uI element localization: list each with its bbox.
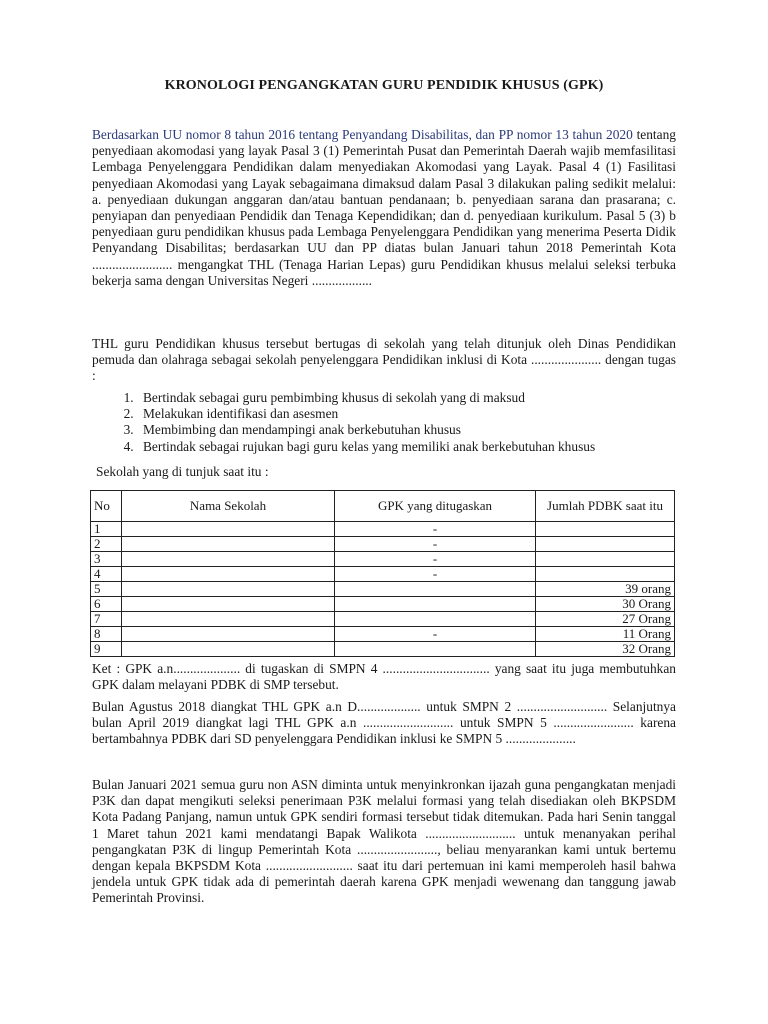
header-gpk: GPK yang ditugaskan xyxy=(335,491,536,522)
cell-pdbk xyxy=(536,567,675,582)
list-item: 4. Bertindak sebagai rujukan bagi guru kelas yang memiliki anak berkebutuhan khusus xyxy=(137,439,677,455)
cell-pdbk xyxy=(536,552,675,567)
paragraph-appointments: Bulan Agustus 2018 diangkat THL GPK a.n D................... untuk SMPN 2 ........................... Selanjutnya bulan April 2019 diangkat lagi THL GPK a.n ........................... untuk SMPN 5 ........................ karena bertambahnya PDBK dari SD penyelenggara Pendidikan inklusi ke SMPN 5 ..................... xyxy=(92,699,676,747)
cell-school xyxy=(122,597,335,612)
list-item: 1. Bertindak sebagai guru pembimbing khusus di sekolah yang di maksud xyxy=(137,390,677,406)
cell-no: 9 xyxy=(91,642,122,657)
paragraph-p3k: Bulan Januari 2021 semua guru non ASN diminta untuk menyinkronkan ijazah guna pengangkatan menjadi P3K dan dapat mengikuti seleksi penerimaan P3K melalui formasi yang telah disediakan oleh BKPSDM Kota Padang Panjang, namun untuk GPK sendiri formasi tersebut tidak ditemukan. Pada hari Senin tanggal 1 Maret tahun 2021 kami mendatangi Bapak Walikota ........................... untuk menanyakan perihal pengangkatan P3K di lingup Pemerintah Kota ........................, beliau menyarankan kami untuk bertemu dengan kepala BKPSDM Kota .......................... saat itu dari pertemuan ini kami memperoleh hasil bahwa jendela untuk GPK tidak ada di pemerintah daerah karena GPK menjadi wewenang dan tanggung jawab Pemerintah Provinsi. xyxy=(92,777,676,906)
table-row xyxy=(91,582,675,597)
legal-basis-rest: tentang penyediaan akomodasi yang layak Pasal 3 (1) Pemerintah Pusat dan Pemerintah Daerah wajib memfasilitasi Lembaga Penyelenggara Pendidikan dalam menyediakan Akomodasi yang Layak. Pasal 4 (1) Fasilitasi penyediaan Akomodasi yang Layak sebagaimana dimaksud dalam Pasal 3 dilakukan paling sedikit melalui: a. penyediaan dukungan anggaran dan/atau bantuan pendanaan; b. penyediaan sarana dan prasarana; c. penyiapan dan penyediaan Pendidik dan Tenaga Kependidikan; dan d. penyediaan kurikulum. Pasal 5 (3) b penyediaan guru pendidikan khusus pada Lembaga Penyelenggara Pendidikan yang menerima Peserta Didik Penyandang Disabilitas; berdasarkan UU dan PP diatas bulan Januari tahun 2018 Pemerintah Kota ........................ mengangkat THL (Tenaga Harian Lepas) guru Pendidikan khusus melalui seleksi terbuka bekerja sama dengan Universitas Negeri .................. xyxy=(92,127,676,288)
cell-school xyxy=(122,612,335,627)
list-item: 3. Membimbing dan mendampingi anak berkebutuhan khusus xyxy=(137,422,677,438)
paragraph-legal-basis xyxy=(92,127,676,289)
cell-pdbk: 27 Orang xyxy=(536,612,675,627)
cell-school xyxy=(122,552,335,567)
legal-basis-lead: Berdasarkan UU nomor 8 tahun 2016 tentang Penyandang Disabilitas, dan PP nomor 13 tahun 2020 xyxy=(92,127,633,142)
cell-school xyxy=(122,522,335,537)
cell-no: 6 xyxy=(91,597,122,612)
cell-no: 4 xyxy=(91,567,122,582)
schools-table xyxy=(90,490,675,657)
table-row xyxy=(91,612,675,627)
header-school-name: Nama Sekolah xyxy=(122,491,335,522)
table-row xyxy=(91,567,675,582)
cell-school xyxy=(122,627,335,642)
cell-no: 1 xyxy=(91,522,122,537)
cell-no: 3 xyxy=(91,552,122,567)
table-row xyxy=(91,522,675,537)
cell-school xyxy=(122,582,335,597)
header-no: No xyxy=(91,491,122,522)
cell-gpk: - xyxy=(335,537,536,552)
table-row xyxy=(91,552,675,567)
list-item: 2. Melakukan identifikasi dan asesmen xyxy=(137,406,677,422)
cell-no: 2 xyxy=(91,537,122,552)
cell-gpk: - xyxy=(335,552,536,567)
cell-gpk xyxy=(335,642,536,657)
header-pdbk-count: Jumlah PDBK saat itu xyxy=(536,491,675,522)
cell-school xyxy=(122,642,335,657)
table-header-row xyxy=(91,491,675,522)
cell-gpk xyxy=(335,582,536,597)
cell-pdbk: 32 Orang xyxy=(536,642,675,657)
schools-intro: Sekolah yang di tunjuk saat itu : xyxy=(96,464,269,479)
task-list xyxy=(92,390,677,455)
table-row xyxy=(91,597,675,612)
paragraph-duties-intro: THL guru Pendidikan khusus tersebut bertugas di sekolah yang telah ditunjuk oleh Dinas Pendidikan pemuda dan olahraga sebagai sekolah penyelenggara Pendidikan inklusi di Kota ..................... dengan tugas : xyxy=(92,336,676,384)
page-title: KRONOLOGI PENGANGKATAN GURU PENDIDIK KHUSUS (GPK) xyxy=(164,78,604,93)
cell-pdbk xyxy=(536,537,675,552)
table-row xyxy=(91,627,675,642)
table-row xyxy=(91,642,675,657)
cell-pdbk xyxy=(536,522,675,537)
cell-school xyxy=(122,537,335,552)
cell-school xyxy=(122,567,335,582)
cell-no: 7 xyxy=(91,612,122,627)
cell-pdbk: 30 Orang xyxy=(536,597,675,612)
paragraph-note: Ket : GPK a.n.................... di tugaskan di SMPN 4 ................................ yang saat itu juga membutuhkan GPK dalam melayani PDBK di SMP tersebut. xyxy=(92,661,676,693)
table-row xyxy=(91,537,675,552)
cell-no: 8 xyxy=(91,627,122,642)
cell-gpk: - xyxy=(335,567,536,582)
cell-gpk xyxy=(335,597,536,612)
cell-pdbk: 39 orang xyxy=(536,582,675,597)
cell-no: 5 xyxy=(91,582,122,597)
cell-gpk: - xyxy=(335,627,536,642)
cell-gpk xyxy=(335,612,536,627)
cell-gpk: - xyxy=(335,522,536,537)
cell-pdbk: 11 Orang xyxy=(536,627,675,642)
